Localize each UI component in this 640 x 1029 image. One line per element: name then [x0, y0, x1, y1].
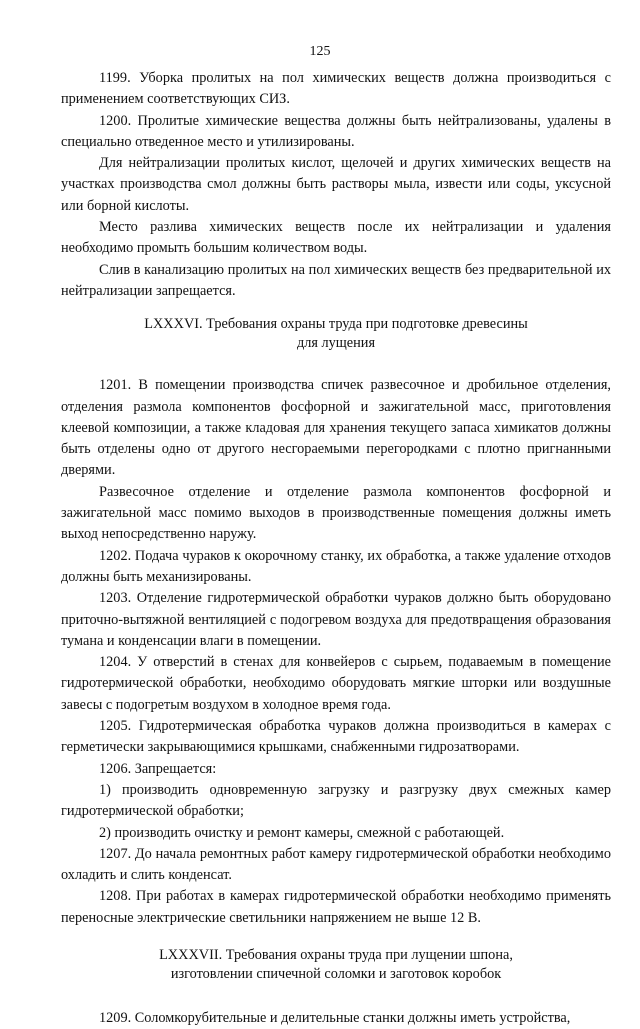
- paragraph-spill-wash: Место разлива химических веществ после их нейтрализации и удаления необходимо промыть большим количеством воды.: [61, 219, 611, 257]
- list-item-1206-1: 1) производить одновременную загрузку и разгрузку двух смежных камер гидротермической обработки;: [61, 781, 611, 820]
- paragraph-drain-ban: Слив в канализацию пролитых на пол химических веществ без предварительной их нейтрализации запрещается.: [61, 261, 611, 299]
- section-heading-lxxxvi: [61, 302, 611, 375]
- paragraph-1202: 1202. Подача чураков к окорочному станку, их обработка, а также удаление отходов должны быть механизированы.: [61, 547, 611, 585]
- paragraph-1200: 1200. Пролитые химические вещества должны быть нейтрализованы, удалены в специально отведенное место и утилизированы.: [61, 112, 611, 150]
- paragraph-1203: 1203. Отделение гидротермической обработки чураков должно быть оборудовано приточно-вытяжной вентиляцией с подогревом воздуха для предотвращения образования тумана и конденсации влаги в помещении.: [61, 590, 611, 649]
- paragraph-weighing-dept: Развесочное отделение и отделение размола компонентов фосфорной и зажигательной масс помимо выходов в производственные помещения должны иметь выход непосредственно наружу.: [61, 483, 611, 543]
- paragraph-1209: 1209. Соломкорубительные и делительные станки должны иметь устройства,: [99, 1009, 571, 1026]
- page-number: 125: [309, 44, 331, 59]
- paragraph-neutralization: Для нейтрализации пролитых кислот, щелочей и других химических веществ на участках производства смол должны быть растворы мыла, извести или соды, уксусной или борной кислоты.: [61, 155, 611, 214]
- section-heading-lxxxvii: [61, 929, 611, 1008]
- section-heading-line: LXXXVII. Требования охраны труда при лущении шпона,: [159, 946, 513, 963]
- paragraph-1207: 1207. До начала ремонтных работ камеру гидротермической обработки необходимо охладить и слить конденсат.: [61, 845, 611, 884]
- paragraph-1199: 1199. Уборка пролитых на пол химических веществ должна производиться с применением соответствующих СИЗ.: [61, 70, 611, 108]
- section-heading-line: для лущения: [296, 335, 376, 352]
- section-heading-line: изготовлении спичечной соломки и заготовок коробок: [170, 965, 502, 982]
- paragraph-1204: 1204. У отверстий в стенах для конвейеров с сырьем, подаваемым в помещение гидротермической обработки, необходимо оборудовать мягкие шторки или воздушные завесы с подогретым воздухом в холодное время года.: [61, 654, 611, 713]
- paragraph-1201: 1201. В помещении производства спичек развесочное и дробильное отделения, отделения размола компонентов фосфорной и зажигательной масс, приготовления клеевой композиции, а также кладовая для хранения текущего запаса химикатов должны быть отделены одно от другого несгораемыми перегородками с плотно пригнанными дверями.: [61, 377, 611, 479]
- paragraph-1205: 1205. Гидротермическая обработка чураков должна производиться в камерах с герметически закрывающимися крышками, снабженными гидрозатворами.: [61, 718, 611, 756]
- list-item-1206-2: 2) производить очистку и ремонт камеры, смежной с работающей.: [99, 824, 505, 841]
- document-body: [61, 68, 611, 1029]
- paragraph-1206: 1206. Запрещается:: [99, 760, 217, 777]
- paragraph-1208: 1208. При работах в камерах гидротермической обработки необходимо применять переносные электрические светильники напряжением не выше 12 В.: [61, 888, 611, 926]
- section-heading-line: LXXXVI. Требования охраны труда при подготовке древесины: [144, 316, 528, 333]
